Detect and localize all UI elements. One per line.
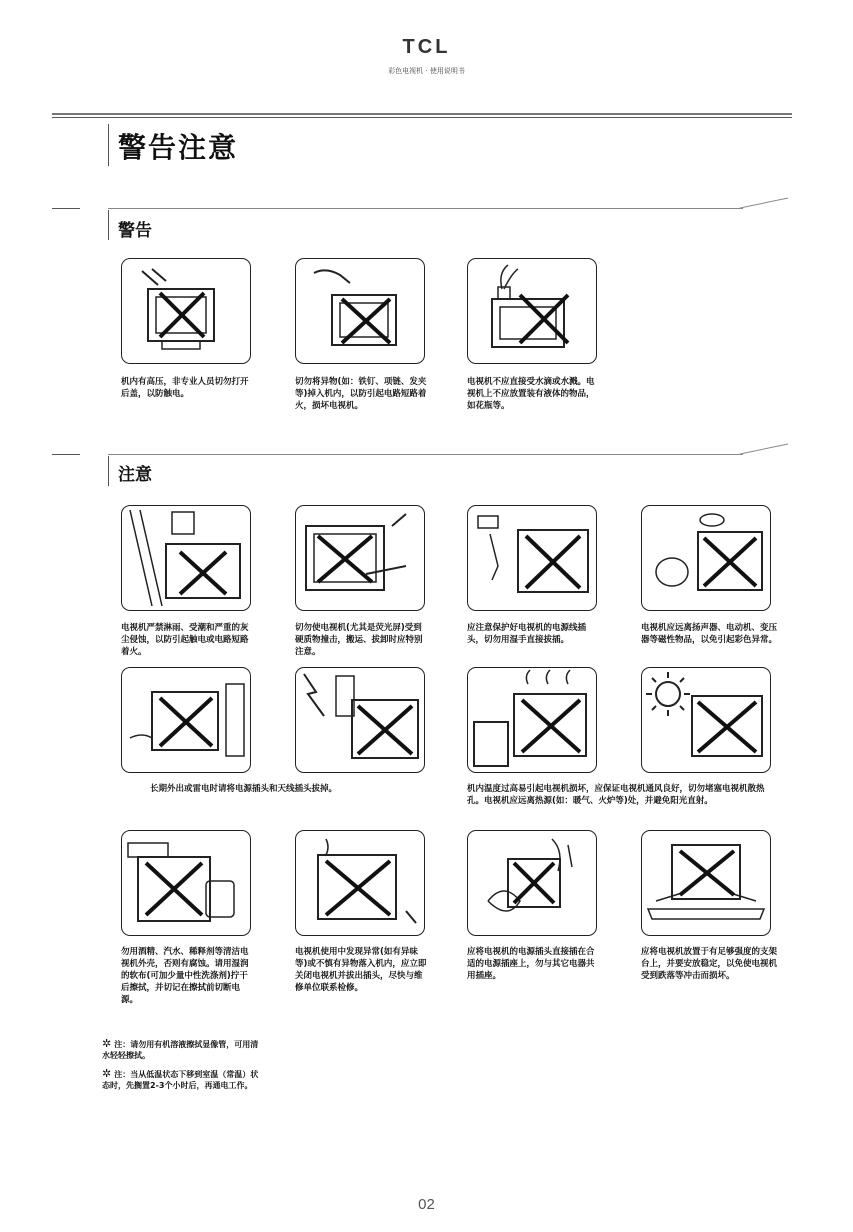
warning-caption-1: 机内有高压，非专业人员切勿打开后盖，以防触电。 [121,377,249,399]
caution-caption-absence: 长期外出或雷电时请将电源插头和天线插头拔掉。 [150,784,338,794]
warning-marker-line [108,210,109,240]
caution-heading: 注意 [118,465,152,485]
caution-marker-line [108,456,109,486]
tv-unplug-absence-icon [121,667,251,773]
caution-caption-abnormal: 电视机使用中发现异常(如有异味等)或不慎有异物落入机内，应立即关闭电视机并拔出插头，尽快与维修单位联系检修。 [295,947,427,993]
warning-caption-3: 电视机不应直接受水滴或水溅。电视机上不应放置装有液体的物品，如花瓶等。 [467,377,595,411]
header-rule [52,113,792,115]
caution-caption-4: 电视机应远离扬声器、电动机、变压器等磁性物品，以免引起彩色异常。 [641,623,778,645]
warning-section-rule [52,208,80,209]
caution-caption-3: 应注意保护好电视机的电源线插头，切勿用湿手直接拔插。 [467,623,587,645]
note-sun-icon: ✲ [102,1037,112,1050]
tv-water-vase-warning-icon [467,258,597,364]
note-2-text: 注：当从低温状态下移到室温（常温）状态时，先搁置2-3个小时后，再通电工作。 [102,1070,259,1090]
tv-lightning-storm-icon [295,667,425,773]
tv-abnormal-smoke-icon [295,830,425,936]
caution-rule-flourish [740,442,790,456]
caution-caption-2: 切勿使电视机(尤其是荧光屏)受到硬质物撞击，搬运、拔卸时应特别注意。 [295,623,423,657]
note-sun-icon: ✲ [102,1067,112,1080]
caution-section-rule [52,454,80,455]
note-1 [102,1038,262,1061]
tv-back-cover-warning-icon [121,258,251,364]
tv-shared-outlet-icon [467,830,597,936]
warning-section-rule-long [108,208,743,209]
caution-caption-outlet: 应将电视机的电源插头直接插在合适的电源插座上，勿与其它电器共用插座。 [467,947,595,981]
caution-caption-1: 电视机严禁淋雨、受潮和严重的灰尘侵蚀，以防引起触电或电路短路着火。 [121,623,249,657]
page-title: 警告注意 [118,131,239,164]
tv-foreign-object-warning-icon [295,258,425,364]
header-rule-thin [52,117,792,118]
manual-subtitle: 彩色电视机 · 使用说明书 [388,67,465,75]
tv-magnetic-speaker-icon [641,505,771,611]
tv-scratch-icon [295,505,425,611]
caution-caption-cleaning: 勿用酒精、汽水、稀释剂等清洁电视机外壳，否则有腐蚀。请用湿润的软布(可加少量中性洗涤剂)拧干后擦拭，并切记在擦拭前切断电源。 [121,947,249,1005]
tv-stable-stand-icon [641,830,771,936]
caution-caption-stand: 应将电视机放置于有足够强度的支架台上，并要安放稳定，以免使电视机受到跌落等冲击而损坏。 [641,947,778,981]
section-rule-flourish [740,196,790,210]
caution-caption-ventilation: 机内温度过高易引起电视机损坏，应保证电视机通风良好，切勿堵塞电视机散热孔。电视机应远离热源(如：暖气、火炉等)处，并避免阳光直射。 [467,784,765,806]
warning-heading: 警告 [118,221,152,241]
tv-cleaning-icon [121,830,251,936]
caution-section-rule-long [108,454,743,455]
note-2 [102,1068,262,1091]
warning-caption-2: 切勿将异物(如：铁钉、项链、发夹等)掉入机内，以防引起电路短路着火，损坏电视机。 [295,377,427,411]
tv-direct-sunlight-icon [641,667,771,773]
tv-power-cord-icon [467,505,597,611]
page-number: 02 [418,1196,435,1213]
brand-logo: TCL [402,36,451,58]
title-marker-line [108,124,109,166]
tv-heat-source-icon [467,667,597,773]
tv-humidity-dust-icon [121,505,251,611]
note-1-text: 注：请勿用有机溶液擦拭显像管，可用清水轻轻擦拭。 [102,1040,259,1060]
